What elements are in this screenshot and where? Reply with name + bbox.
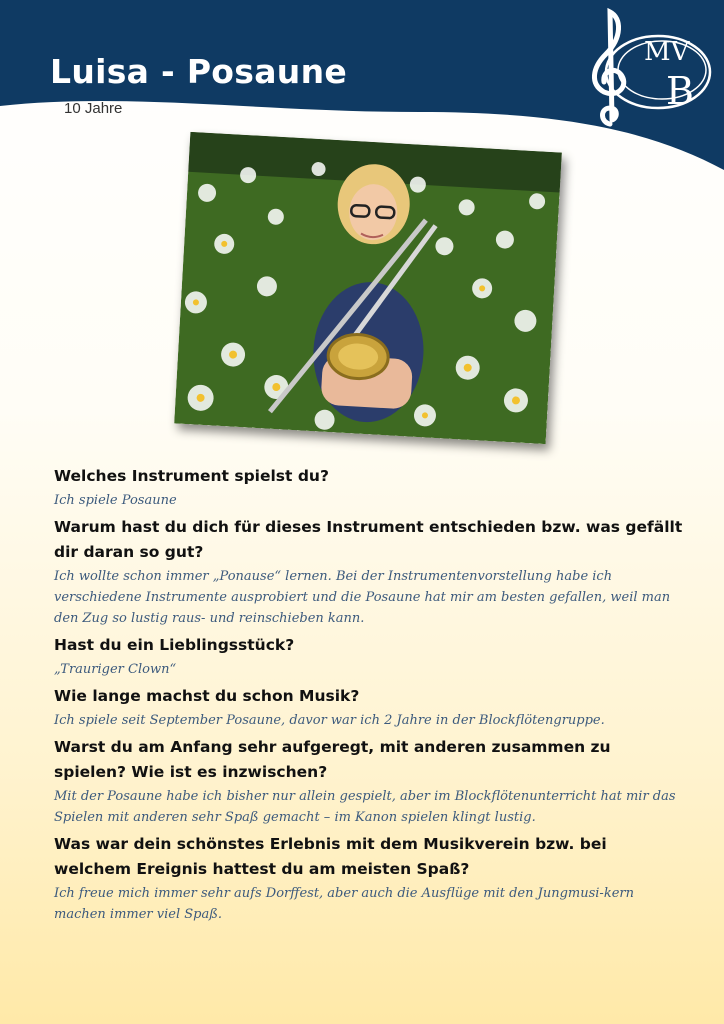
treble-clef-icon [594,12,623,124]
photo-image [174,132,562,444]
logo-text-mv: MV [644,37,690,67]
answer-6: Ich freue mich immer sehr aufs Dorffest, aber auch die Ausflüge mit den Jungmusi-kern machen immer viel Spaß. [54,886,634,922]
page-title: Luisa - Posaune [50,52,348,91]
question-1: Welches Instrument spielst du? [54,467,329,485]
answer-2: Ich wollte schon immer „Ponause“ lernen. Bei der Instrumentenvorstellung habe ich verschiedene Instrumente ausprobiert und die Posaune hat mir am besten gefallen, weil man den Zug so lustig raus- und reinschieben kann. [54,569,671,626]
question-6: Was war dein schönstes Erlebnis mit dem Musikverein bzw. bei welchem Ereignis hattest du am meisten Spaß? [54,835,607,878]
mvb-logo [582,4,712,128]
question-5: Warst du am Anfang sehr aufgeregt, mit anderen zusammen zu spielen? Wie ist es inzwischen? [54,738,611,781]
interview-section [54,464,684,929]
portrait-photo [174,132,562,444]
question-4: Wie lange machst du schon Musik? [54,687,360,705]
question-3: Hast du ein Lieblingsstück? [54,636,295,654]
question-2: Warum hast du dich für dieses Instrument entschieden bzw. was gefällt dir daran so gut? [54,518,683,561]
answer-1: Ich spiele Posaune [54,493,177,508]
answer-3: „Trauriger Clown“ [54,662,177,677]
answer-5: Mit der Posaune habe ich bisher nur allein gespielt, aber im Blockflötenunterricht hat mir das Spielen mit anderen sehr Spaß gemacht – im Kanon spielen klingt lustig. [54,789,676,825]
logo-text-b: B [666,69,694,113]
page-subtitle: 10 Jahre [64,100,123,117]
answer-4: Ich spiele seit September Posaune, davor war ich 2 Jahre in der Blockflötengruppe. [54,713,605,728]
